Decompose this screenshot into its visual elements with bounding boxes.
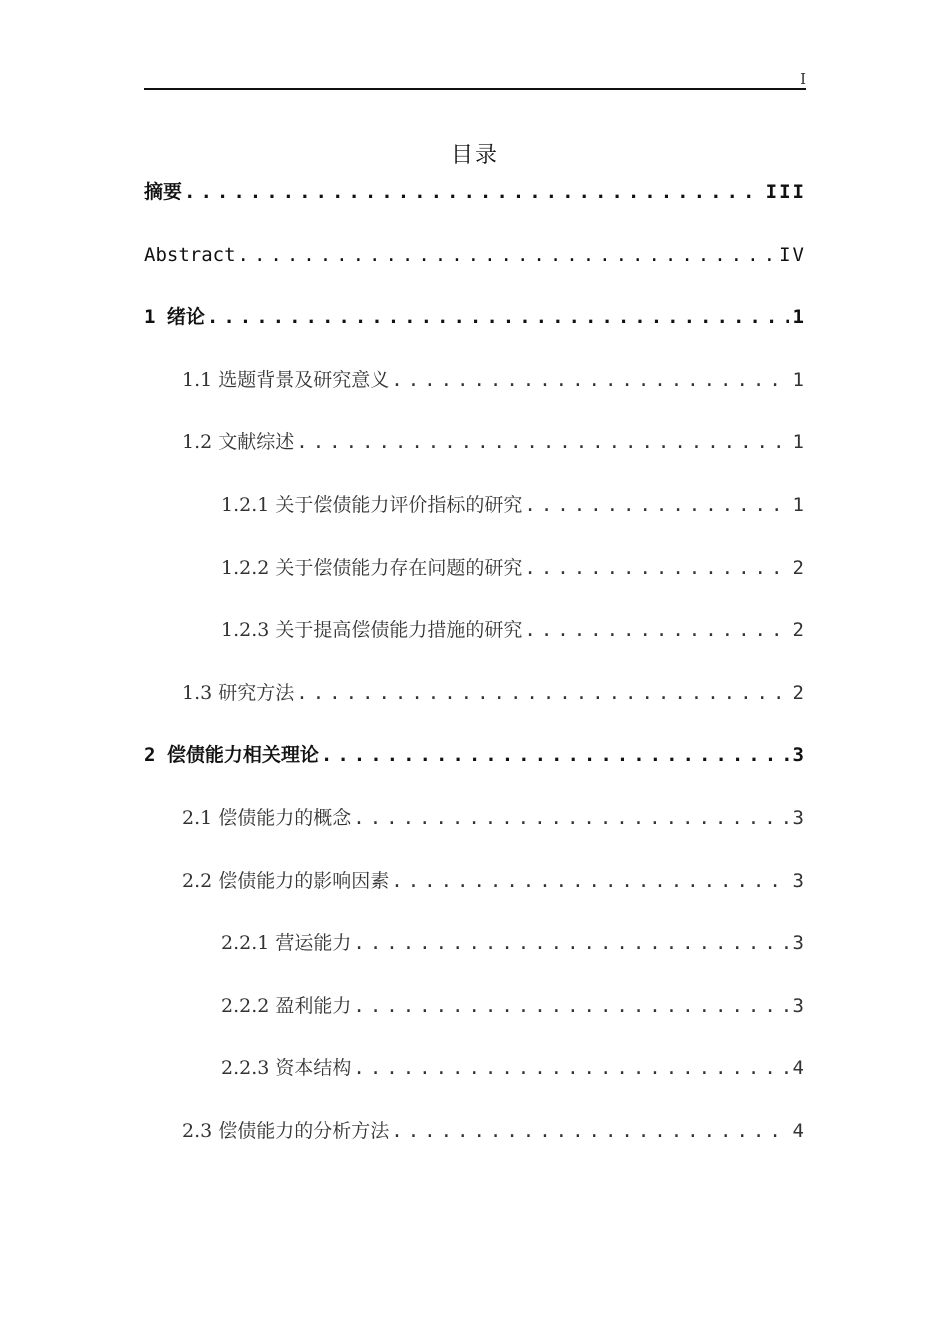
toc-entry-label: 1.3 研究方法 [182,681,295,704]
toc-entry-abstract-en[interactable] [144,238,806,301]
toc-entry-label: 1.2.1 关于偿债能力评价指标的研究 [221,493,523,516]
header-rule [144,88,806,90]
toc-dot-leader [353,1051,788,1085]
toc-entry-page: 3 [792,932,806,955]
toc-entry-page: 1 [792,306,806,329]
toc-entry-section-1-3[interactable] [144,676,806,739]
toc-entry-label: 1.2 文献综述 [182,431,295,454]
toc-dot-leader [524,613,788,647]
toc-dot-leader [321,738,789,772]
toc-dot-leader [391,864,788,898]
toc-entry-label: 2.2.3 资本结构 [221,1057,352,1080]
toc-dot-leader [238,238,776,272]
toc-entry-page: III [765,181,806,203]
toc-entry-page: 1 [792,368,806,391]
toc-entry-section-1-2-3[interactable] [144,613,806,676]
toc-entry-label: 1 绪论 [144,306,205,329]
toc-dot-leader [391,363,788,397]
toc-entry-section-2-3[interactable] [144,1114,806,1177]
toc-entry-section-2-2-3[interactable] [144,1051,806,1114]
toc-entry-label: 2 偿债能力相关理论 [144,744,319,767]
toc-entry-chapter-1[interactable] [144,300,806,363]
toc-entry-page: IV [779,243,806,266]
toc-entry-page: 3 [792,806,806,829]
toc-entry-page: 2 [792,681,806,704]
toc-entry-page: 1 [792,493,806,516]
toc-entry-label: 摘要 [144,181,183,203]
toc-dot-leader [296,425,788,459]
toc-entry-label: 2.1 偿债能力的概念 [182,806,352,829]
toc-entry-label: 2.2 偿债能力的影响因素 [182,869,390,892]
toc-entry-label: 1.1 选题背景及研究意义 [182,368,390,391]
toc-entry-label: Abstract [144,243,236,266]
toc-dot-leader [296,676,788,710]
toc-entry-section-2-2-2[interactable] [144,989,806,1052]
toc-dot-leader [353,801,788,835]
toc-entry-page: 3 [792,869,806,892]
toc-title: 目录 [450,142,499,168]
toc-dot-leader [353,989,788,1023]
toc-entry-page: 1 [792,431,806,454]
toc-entry-label: 2.3 偿债能力的分析方法 [182,1119,390,1142]
toc-entry-section-1-2-1[interactable] [144,488,806,551]
toc-dot-leader [524,488,788,522]
toc-entry-page: 4 [792,1057,806,1080]
toc-entry-page: 2 [792,556,806,579]
toc-entry-page: 4 [792,1119,806,1142]
toc-entry-abstract-cn[interactable] [144,175,806,238]
toc-dot-leader [207,300,789,334]
toc-entry-section-1-1[interactable] [144,363,806,426]
toc-entry-section-2-2-1[interactable] [144,926,806,989]
toc-dot-leader [524,551,788,585]
toc-entry-section-2-2[interactable] [144,864,806,927]
toc-entry-label: 1.2.3 关于提高偿债能力措施的研究 [221,619,523,642]
toc-entry-label: 2.2.2 盈利能力 [221,994,352,1017]
toc-entry-page: 3 [792,994,806,1017]
toc-entry-page: 3 [792,744,806,767]
toc-entry-section-2-1[interactable] [144,801,806,864]
table-of-contents [144,175,806,1177]
toc-entry-chapter-2[interactable] [144,738,806,801]
toc-entry-page: 2 [792,619,806,642]
toc-dot-leader [184,175,762,209]
toc-entry-section-1-2-2[interactable] [144,551,806,614]
toc-entry-section-1-2[interactable] [144,425,806,488]
page-number: I [800,70,806,88]
toc-entry-label: 1.2.2 关于偿债能力存在问题的研究 [221,556,523,579]
toc-dot-leader [353,926,788,960]
toc-entry-label: 2.2.1 营运能力 [221,932,352,955]
toc-dot-leader [391,1114,788,1148]
